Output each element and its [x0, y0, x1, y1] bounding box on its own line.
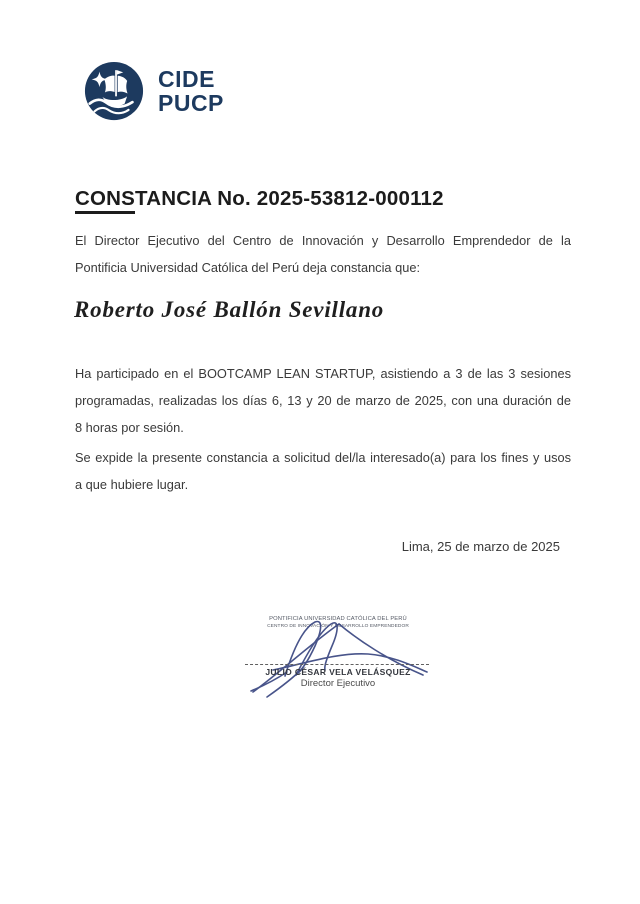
stamp-org-line: PONTIFICIA UNIVERSIDAD CATÓLICA DEL PERÚ	[269, 616, 407, 622]
text-line: Ha participado en el BOOTCAMP LEAN STARTUP, asistiendo a 3 de las 3 sesiones	[75, 366, 571, 381]
title-rest-part: TANCIA No. 2025-53812-000112	[135, 187, 444, 210]
text-line: a que hubiere lugar.	[75, 477, 189, 492]
body-paragraph	[75, 360, 571, 441]
signer-name: JULIO CÉSAR VELA VELÁSQUEZ	[265, 667, 411, 677]
text-line: El Director Ejecutivo del Centro de Innovación y Desarrollo Emprendedor de la	[75, 233, 571, 248]
text-line: 8 horas por sesión.	[75, 420, 184, 435]
title-underlined-part: CONS	[75, 187, 135, 214]
stamp-unit-line: CENTRO DE INNOVACIÓN Y DESARROLLO EMPRENDEDOR	[267, 623, 409, 629]
intro-paragraph	[75, 227, 571, 281]
text-line: Se expide la presente constancia a solicitud del/la interesado(a) para los fines y usos	[75, 450, 571, 465]
closing-paragraph	[75, 444, 571, 498]
signature-line	[245, 664, 429, 665]
logo-line-pucp: PUCP	[158, 90, 224, 116]
logo-line-cide: CIDE	[158, 65, 215, 92]
text-line: Pontificia Universidad Católica del Perú deja constancia que:	[75, 260, 421, 275]
logo-wordmark	[158, 67, 224, 116]
text-line: programadas, realizadas los días 6, 13 y 20 de marzo de 2025, con una duración de	[75, 393, 571, 408]
cide-pucp-logo	[83, 60, 224, 122]
ship-star-waves-emblem-icon	[83, 60, 145, 122]
document-title	[75, 187, 444, 211]
signature-block	[243, 612, 433, 702]
date-line: Lima, 25 de marzo de 2025	[401, 539, 560, 554]
signer-role: Director Ejecutivo	[300, 678, 376, 689]
recipient-name: Roberto José Ballón Sevillano	[74, 297, 385, 322]
